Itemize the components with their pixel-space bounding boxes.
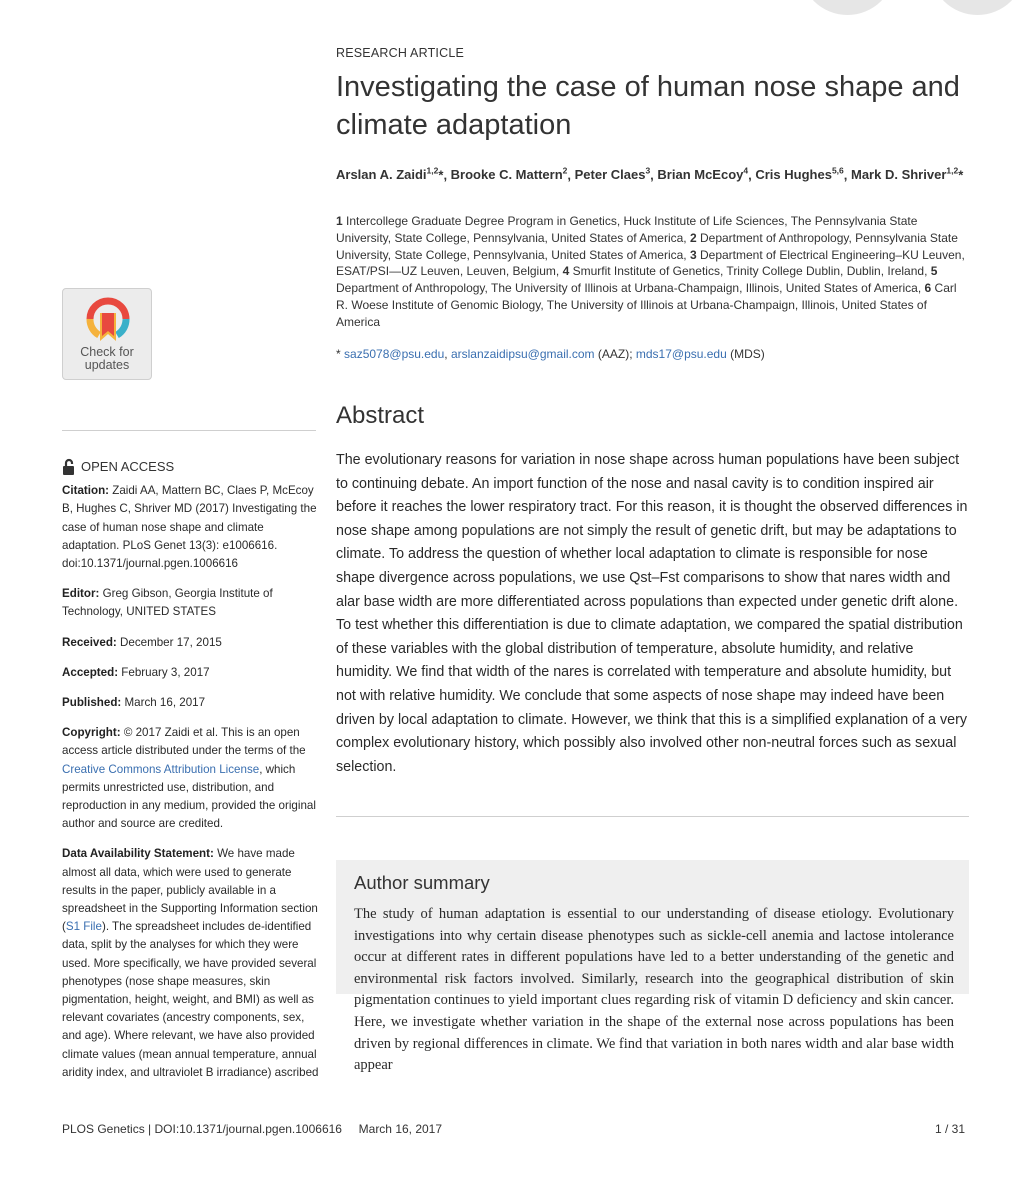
affiliation-item: Carl R. Woese Institute of Genomic Biology, The University of Illinois at Urbana-Champaign, Illinois, United States of America <box>336 281 957 329</box>
open-access-label: OPEN ACCESS <box>62 458 320 476</box>
author-name: Cris Hughes$^{5,6}$ <box>755 166 844 183</box>
affiliations: 1 Intercollege Graduate Degree Program in Genetics, Huck Institute of Life Sciences, The Pennsylvania State University, State College, Pennsylvania, United States of America, 2 Department of Anthropology, Pennsylvania State University, State College, Pennsylvania, United States of America, 3 Department of Electrical Engineering–KU Leuven, ESAT/PSI—UZ Leuven, Leuven, Belgium, 4 Smurfit Institute of Genetics, Trinity College Dublin, Dublin, Ireland, 5 Department of Anthropology, The University of Illinois at Urbana-Champaign, Illinois, United States of America, 6 Carl R. Woese Institute of Genomic Biology, The University of Illinois at Urbana-Champaign, Illinois, United States of America <box>336 214 965 329</box>
affiliation-item: Department of Electrical Engineering–KU Leuven, ESAT/PSI—UZ Leuven, Leuven, Belgium, <box>336 247 965 279</box>
author-summary-box <box>336 860 969 1074</box>
author-name: Mark D. Shriver$^{1,2}$ <box>851 166 959 183</box>
author-list: Arslan A. Zaidi$^{1,2}$*, Brooke C. Mattern$^2$, Peter Claes$^3$, Brian McEcoy$^4$, Cris Hughes$^{5,6}$, Mark D. Shriver$^{1,2}$* <box>336 166 964 183</box>
email-link[interactable]: saz5078@psu.edu <box>344 347 445 361</box>
copyright: Copyright: © 2017 Zaidi et al. This is an open access article distributed under the terms of the Creative Commons Attribution License, which permits unrestricted use, distribution, and reproduction in any medium, provided the original author and source are credited. <box>62 726 316 831</box>
author-summary-text: The study of human adaptation is essential to our understanding of disease etiology. Evolutionary investigations into why certain disease phenotypes such as sickle-cell anemia and lactose intolerance occur at different rates in different populations have led to a better understanding of the genetic and environmental risk factors involved. Similarly, research into the geographical distribution of skin pigmentation continues to yield important clues regarding risk of vitamin D deficiency and skin cancer. Here, we investigate whether variation in the shape of the external nose across populations has been driven by regional differences in climate. We find that variation in both nares width and alar base width appear <box>354 906 954 1074</box>
footer-citation: PLOS Genetics | DOI:10.1371/journal.pgen.1006616 March 16, 2017 <box>62 1122 443 1136</box>
author-name: Brooke C. Mattern$^2$ <box>450 166 568 183</box>
affiliation-item: Department of Anthropology, The University of Illinois at Urbana-Champaign, Illinois, United States of America, <box>336 281 925 296</box>
affiliation-item: Intercollege Graduate Degree Program in Genetics, Huck Institute of Life Sciences, The Pennsylvania State University, State College, Pennsylvania, United States of America, <box>336 214 918 245</box>
email-link[interactable]: mds17@psu.edu <box>635 347 727 361</box>
author-summary-heading: Author summary <box>354 872 490 893</box>
author-name: Peter Claes$^3$ <box>574 166 651 183</box>
crossmark-icon <box>85 297 131 345</box>
check-for-updates-badge[interactable] <box>62 288 152 380</box>
badge-text: Check for updates <box>80 345 134 372</box>
article-type: RESEARCH ARTICLE <box>336 46 465 60</box>
citation: Citation: Zaidi AA, Mattern BC, Claes P, McEcoy B, Hughes C, Shriver MD (2017) Investigating the case of human nose shape and climate adaptation. PLoS Genet 13(3): e1006616. doi:10.1371/journal.pgen.1006616 <box>62 484 317 571</box>
article-title: Investigating the case of human nose shape and climate adaptation <box>336 71 960 141</box>
affiliation-item: Department of Anthropology, Pennsylvania State University, State College, Pennsylvania, United States of America, <box>336 230 958 262</box>
published-date: Published: March 16, 2017 <box>62 696 206 710</box>
affiliation-item: Smurfit Institute of Genetics, Trinity College Dublin, Dublin, Ireland, <box>569 264 931 279</box>
editor: Editor: Greg Gibson, Georgia Institute of Technology, UNITED STATES <box>62 587 273 619</box>
abstract-heading: Abstract <box>336 402 425 429</box>
email-link[interactable]: arslanzaidipsu@gmail.com <box>450 347 595 361</box>
sidebar <box>62 458 320 1094</box>
contact-line: * saz5078@psu.edu, arslanzaidipsu@gmail.com (AAZ); mds17@psu.edu (MDS) <box>336 347 765 361</box>
data-availability: Data Availability Statement: We have made almost all data, which were used to generate results in the paper, publicly available in a spreadsheet in the Supporting Information section (S1 File). The spreadsheet includes de-identified data, split by the analyses for which they were used. More specifically, we have provided several phenotypes (nose shape measures, skin pigmentation, height, weight, and BMI) as well as relevant covariates (ancestry components, sex, and age). Where relevant, we have also provided climate values (mean annual temperature, annual aridity index, and ultraviolet B irradiance) ascribed <box>62 847 319 1079</box>
abstract-text: The evolutionary reasons for variation in nose shape across human populations have been subject to continuing debate. An import function of the nose and nasal cavity is to condition inspired air before it reaches the lower respiratory tract. For this reason, it is thought the observed differences in nose shape among populations are not simply the result of genetic drift, but may be adaptations to climate. To address the question of whether local adaptation to climate is responsible for nose shape divergence across populations, we use Qst–Fst comparisons to show that nares width and alar base width are more differentiated across populations than expected under genetic drift alone. To test whether this differentiation is due to climate adaptation, we compared the spatial distribution of these variables with the global distribution of temperature, absolute humidity, and relative humidity. We find that width of the nares is correlated with temperature and absolute humidity, but not with relative humidity. We conclude that some aspects of nose shape may indeed have been driven by local adaptation to climate. However, we think that this is a simplified explanation of a very complex evolutionary history, which possibly also involved other non-neutral forces such as sexual selection. <box>336 452 968 775</box>
s1-file-link[interactable]: S1 File <box>65 920 102 934</box>
sidebar-divider <box>62 430 316 431</box>
author-name: Arslan A. Zaidi$^{1,2}$ <box>336 166 439 183</box>
accepted-date: Accepted: February 3, 2017 <box>62 665 210 679</box>
abstract-divider <box>336 816 969 817</box>
corner-overlay-left <box>800 0 895 15</box>
corner-overlay-right <box>930 0 1025 15</box>
author-name: Brian McEcoy$^4$ <box>657 166 749 183</box>
page-number: 1 / 31 <box>935 1122 966 1136</box>
received-date: Received: December 17, 2015 <box>62 635 222 649</box>
open-lock-icon <box>62 459 78 476</box>
license-link[interactable]: Creative Commons Attribution License <box>62 762 260 776</box>
